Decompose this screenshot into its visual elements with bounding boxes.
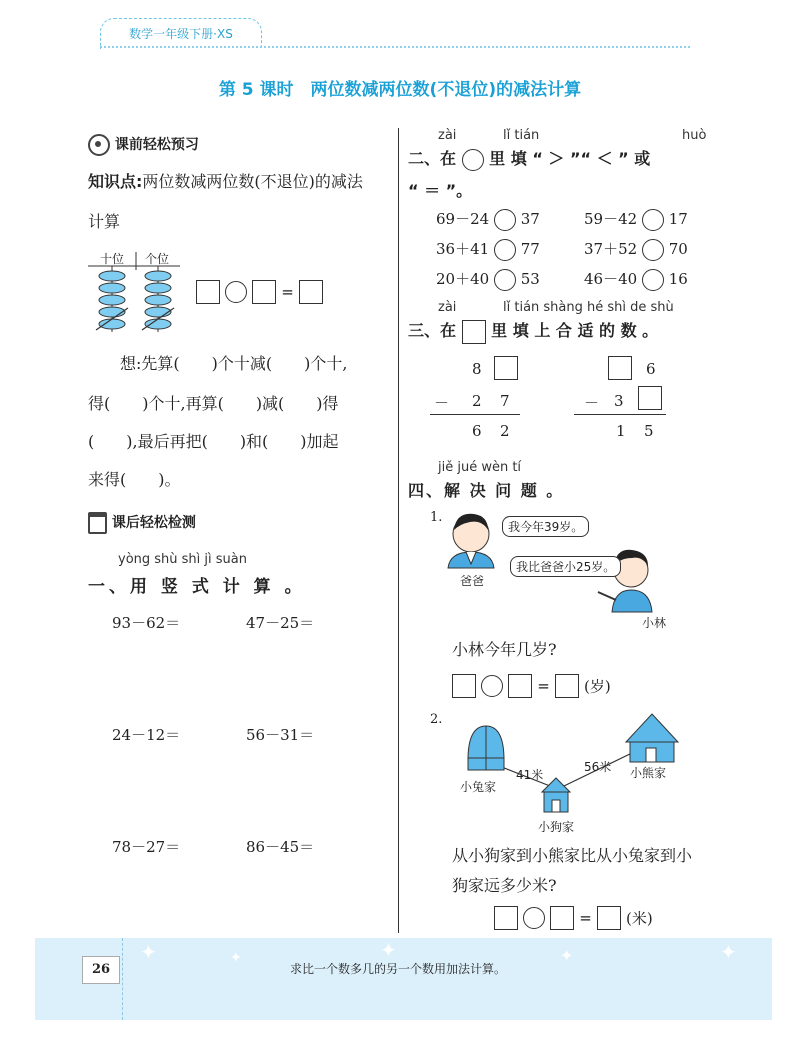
answer-box[interactable] <box>638 386 662 410</box>
header-tag: 数学一年级下册·XS <box>100 18 262 49</box>
q3-title-part: 里 填 上 合 适 的 数 。 <box>491 321 659 340</box>
sum-line <box>574 414 666 415</box>
ones-label: 个位 <box>145 252 170 266</box>
q2-title <box>408 146 650 171</box>
q2-title-cont: “ ＝ ”。 <box>408 181 473 200</box>
problem-1-question: 小林今年几岁? <box>452 640 557 659</box>
tens-label: 十位 <box>100 252 125 266</box>
compare-right: 37 <box>520 210 540 228</box>
compare-item <box>584 238 688 261</box>
operator-circle[interactable] <box>225 281 247 303</box>
compare-right: 70 <box>668 240 688 258</box>
star-icon: ✦ <box>140 940 157 964</box>
star-icon: ✦ <box>380 938 397 962</box>
q3-title-part: 三、在 <box>408 321 457 340</box>
digit: 2 <box>472 392 482 410</box>
operator-circle[interactable] <box>481 675 503 697</box>
pre-study-heading <box>88 134 199 156</box>
equals-sign: = <box>579 909 592 927</box>
compare-circle[interactable] <box>494 239 516 261</box>
q3-pinyin-rest: lǐ tián shàng hé shì de shù <box>503 300 674 315</box>
post-test-title: 课后轻松检测 <box>111 515 196 531</box>
compare-right: 16 <box>668 270 688 288</box>
header-divider <box>100 46 690 48</box>
calc-item: 93－62＝ <box>112 614 181 632</box>
distance-label-2: 56米 <box>584 760 612 774</box>
think-line-1: 想:先算( )个十减( )个十, <box>120 354 348 373</box>
unit-label: (岁) <box>584 677 611 696</box>
answer-box[interactable] <box>597 906 621 930</box>
calc-item: 56－31＝ <box>246 726 315 744</box>
kid-label: 小林 <box>642 616 667 630</box>
distance-label-1: 41米 <box>516 768 544 782</box>
dog-house-label: 小狗家 <box>538 820 575 834</box>
compare-circle[interactable] <box>494 269 516 291</box>
abacus-diagram <box>88 248 183 338</box>
equals-sign: = <box>281 283 294 301</box>
compare-circle[interactable] <box>494 209 516 231</box>
operator-circle[interactable] <box>523 907 545 929</box>
digit: 6 <box>646 360 656 378</box>
abacus-equation <box>196 280 323 304</box>
sum-line <box>430 414 520 415</box>
problem-1-illustration <box>446 504 678 628</box>
answer-box[interactable] <box>508 674 532 698</box>
digit: 2 <box>500 422 510 440</box>
star-icon: ✦ <box>720 940 737 964</box>
q2-title-part: 里 填 “ ＞ ”“ ＜ ” 或 <box>489 149 651 168</box>
vertical-subtraction-1 <box>430 354 530 444</box>
calc-item: 47－25＝ <box>246 614 315 632</box>
compare-left: 36＋41 <box>436 240 490 258</box>
problem-2-number: 2. <box>430 712 443 727</box>
post-test-heading <box>88 512 196 534</box>
pre-study-title: 课前轻松预习 <box>114 137 199 153</box>
answer-box[interactable] <box>550 906 574 930</box>
footer-tip: 求比一个数多几的另一个数用加法计算。 <box>290 962 507 976</box>
kid-speech-bubble: 我比爸爸小25岁。 <box>510 556 621 577</box>
problem-1-equation <box>452 674 611 698</box>
digit: 8 <box>472 360 482 378</box>
problem-2-equation <box>494 906 653 930</box>
film-reel-icon <box>88 134 110 156</box>
digit: 3 <box>614 392 624 410</box>
q2-pinyin-huo: huò <box>682 128 707 143</box>
compare-circle[interactable] <box>642 239 664 261</box>
star-icon: ✦ <box>230 950 242 966</box>
problem-2-question: 从小狗家到小熊家比从小兔家到小 <box>452 846 693 865</box>
bear-house-label: 小熊家 <box>630 766 667 780</box>
rabbit-house-label: 小兔家 <box>460 780 497 794</box>
answer-box[interactable] <box>299 280 323 304</box>
column-divider <box>398 128 399 933</box>
answer-box[interactable] <box>494 356 518 380</box>
compare-item <box>584 208 688 231</box>
q3-pinyin-zai: zài <box>438 300 457 315</box>
q4-pinyin: jiě jué wèn tí <box>438 460 522 475</box>
calc-item: 86－45＝ <box>246 838 315 856</box>
digit: 5 <box>644 422 654 440</box>
compare-circle[interactable] <box>642 269 664 291</box>
knowledge-point <box>88 172 363 192</box>
problem-2-map <box>454 708 684 836</box>
dad-speech-bubble: 我今年39岁。 <box>502 516 589 537</box>
unit-label: (米) <box>626 909 653 928</box>
dad-label: 爸爸 <box>460 574 485 588</box>
digit: 7 <box>500 392 510 410</box>
answer-box[interactable] <box>196 280 220 304</box>
compare-circle[interactable] <box>642 209 664 231</box>
minus-sign: － <box>584 394 600 412</box>
compare-item <box>436 208 540 231</box>
digit: 1 <box>616 422 626 440</box>
q3-title <box>408 318 658 344</box>
answer-box[interactable] <box>252 280 276 304</box>
compare-item <box>584 268 688 291</box>
think-line-3: ( ),最后再把( )和( )加起 <box>88 432 339 451</box>
q1-pinyin: yòng shù shì jì suàn <box>118 552 247 567</box>
minus-sign: － <box>434 394 450 412</box>
compare-right: 17 <box>668 210 688 228</box>
problem-1-number: 1. <box>430 510 443 525</box>
answer-box[interactable] <box>608 356 632 380</box>
compare-left: 59－42 <box>584 210 638 228</box>
q2-pinyin-litian: lǐ tián <box>503 128 540 143</box>
compare-left: 46－40 <box>584 270 638 288</box>
q4-title: 四、解 决 问 题 。 <box>408 481 565 500</box>
problem-2-question-cont: 狗家远多少米? <box>452 876 557 895</box>
compare-right: 77 <box>520 240 540 258</box>
compare-item <box>436 238 540 261</box>
calc-item: 78－27＝ <box>112 838 181 856</box>
star-icon: ✦ <box>560 946 574 965</box>
abacus-beads <box>88 248 183 338</box>
compare-item <box>436 268 540 291</box>
compare-left: 20＋40 <box>436 270 490 288</box>
answer-box[interactable] <box>555 674 579 698</box>
knowledge-text: 两位数减两位数(不退位)的减法 <box>142 172 363 191</box>
equals-sign: = <box>537 677 550 695</box>
compare-right: 53 <box>520 270 540 288</box>
calculator-icon <box>88 512 107 534</box>
digit: 6 <box>472 422 482 440</box>
think-line-2: 得( )个十,再算( )减( )得 <box>88 394 339 413</box>
vertical-subtraction-2 <box>574 354 674 444</box>
knowledge-label: 知识点: <box>88 172 143 191</box>
q1-title: 一、用 竖 式 计 算 。 <box>88 577 306 597</box>
page-number: 26 <box>82 956 120 984</box>
calc-item: 24－12＝ <box>112 726 181 744</box>
knowledge-text-cont: 计算 <box>88 212 121 231</box>
lesson-title: 第 5 课时 两位数减两位数(不退位)的减法计算 <box>218 80 582 100</box>
q2-title-part: 二、在 <box>408 149 457 168</box>
footer-divider <box>122 938 123 1020</box>
q2-pinyin-zai: zài <box>438 128 457 143</box>
think-line-4: 来得( )。 <box>88 470 181 489</box>
square-symbol-icon <box>462 320 486 344</box>
circle-symbol-icon <box>462 149 484 171</box>
compare-left: 37＋52 <box>584 240 638 258</box>
answer-box[interactable] <box>452 674 476 698</box>
answer-box[interactable] <box>494 906 518 930</box>
compare-left: 69－24 <box>436 210 490 228</box>
